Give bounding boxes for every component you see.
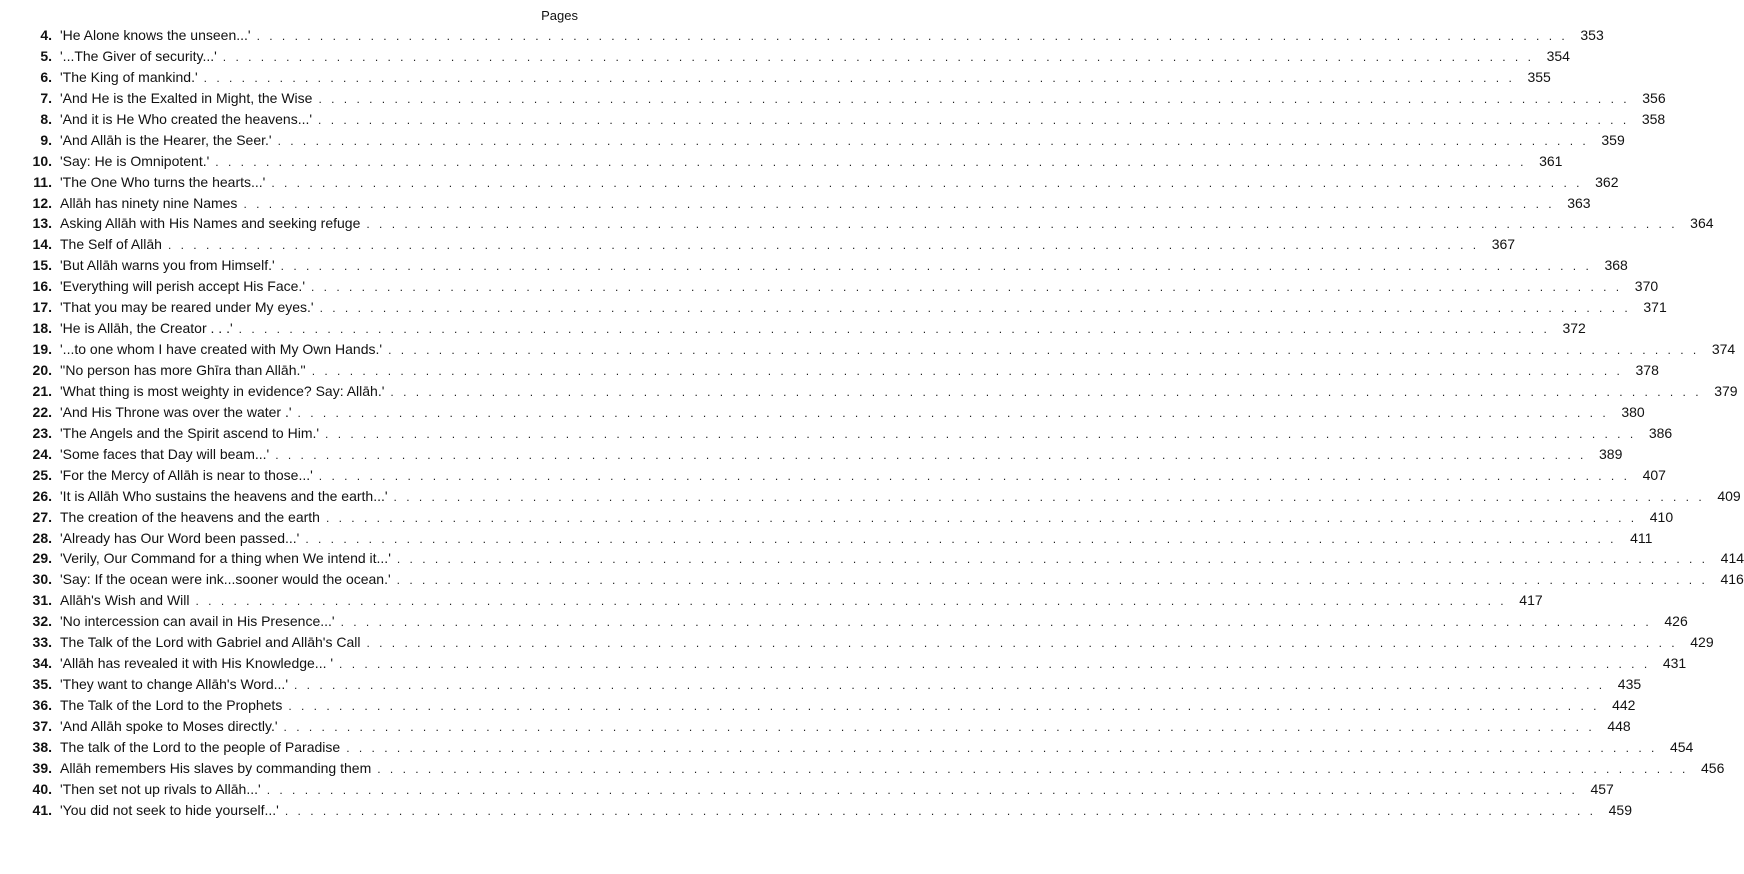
toc-entry bbox=[14, 801, 1632, 823]
dot-leader bbox=[377, 762, 1688, 776]
entry-number: 21. bbox=[32, 382, 52, 399]
entry-number: 11. bbox=[33, 173, 52, 190]
entry-title: 'That you may be reared under My eyes.' bbox=[60, 299, 314, 316]
entry-page-number: 409 bbox=[1717, 487, 1741, 504]
entry-number: 9. bbox=[40, 131, 52, 148]
entry-number: 41. bbox=[32, 801, 52, 818]
toc-entry bbox=[14, 571, 1744, 592]
dot-leader bbox=[278, 134, 1589, 148]
toc-entry bbox=[14, 529, 1653, 551]
entry-number: 38. bbox=[32, 738, 52, 755]
toc-entry bbox=[14, 780, 1614, 802]
toc-entry bbox=[14, 717, 1631, 739]
toc-entry bbox=[14, 320, 1586, 341]
entry-page-number: 456 bbox=[1701, 759, 1725, 776]
dot-leader bbox=[305, 532, 1616, 546]
entry-title: 'The King of mankind.' bbox=[60, 68, 198, 85]
toc-entry bbox=[14, 676, 1642, 697]
entry-number: 6. bbox=[40, 68, 52, 85]
entry-title: 'He Alone knows the unseen...' bbox=[60, 27, 251, 43]
entry-page-number: 429 bbox=[1690, 634, 1714, 651]
entry-number: 33. bbox=[32, 634, 52, 651]
entry-number: 17. bbox=[32, 299, 52, 316]
entry-number: 13. bbox=[32, 215, 52, 232]
dot-leader bbox=[366, 217, 1677, 231]
entry-number: 8. bbox=[40, 110, 52, 127]
toc-entry bbox=[14, 424, 1673, 446]
entry-page-number: 410 bbox=[1649, 508, 1674, 525]
toc-entry bbox=[14, 487, 1741, 509]
entry-title: 'And He is the Exalted in Might, the Wise bbox=[60, 89, 313, 106]
entry-page-number: 361 bbox=[1539, 152, 1563, 169]
dot-leader bbox=[294, 678, 1605, 692]
dot-leader bbox=[267, 783, 1578, 797]
entry-number: 31. bbox=[32, 592, 52, 609]
toc-entry bbox=[14, 613, 1688, 634]
entry-page-number: 378 bbox=[1635, 362, 1659, 378]
entry-page-number: 355 bbox=[1527, 68, 1551, 85]
entry-page-number: 454 bbox=[1669, 738, 1694, 755]
entry-number: 30. bbox=[32, 571, 52, 588]
entry-number: 16. bbox=[32, 278, 52, 295]
dot-leader bbox=[168, 238, 1479, 252]
entry-number: 24. bbox=[32, 445, 52, 462]
entry-title: 'Already has Our Word been passed...' bbox=[60, 529, 300, 546]
toc-entry bbox=[14, 341, 1736, 362]
entry-title: 'He is Allāh, the Creator . . .' bbox=[60, 320, 233, 337]
entry-title: 'It is Allāh Who sustains the heavens and the earth...' bbox=[60, 487, 388, 504]
entry-page-number: 411 bbox=[1630, 529, 1653, 546]
dot-leader bbox=[204, 71, 1515, 85]
entry-page-number: 431 bbox=[1662, 655, 1687, 672]
dot-leader bbox=[318, 113, 1629, 127]
entry-number: 28. bbox=[32, 529, 52, 546]
dot-leader bbox=[196, 594, 1507, 608]
entry-title: Allāh has ninety nine Names bbox=[60, 194, 238, 211]
toc-entry bbox=[14, 299, 1667, 320]
toc-entry bbox=[14, 403, 1645, 425]
entry-page-number: 363 bbox=[1567, 194, 1591, 211]
entry-page-number: 417 bbox=[1519, 592, 1543, 609]
toc-entry bbox=[14, 697, 1636, 718]
entry-number: 29. bbox=[32, 550, 52, 567]
toc-entry bbox=[14, 89, 1666, 111]
table-of-contents bbox=[14, 27, 1744, 823]
toc-entry bbox=[14, 382, 1738, 404]
dot-leader bbox=[284, 720, 1595, 734]
entry-title: 'And Allāh is the Hearer, the Seer.' bbox=[60, 131, 272, 148]
dot-leader bbox=[326, 511, 1637, 525]
toc-entry bbox=[14, 466, 1666, 488]
entry-page-number: 364 bbox=[1690, 215, 1714, 232]
entry-page-number: 368 bbox=[1604, 257, 1628, 274]
entry-number: 4. bbox=[40, 27, 52, 43]
entry-title: The Self of Allāh bbox=[60, 236, 162, 253]
toc-entry bbox=[14, 655, 1687, 676]
dot-leader bbox=[215, 155, 1526, 169]
entry-page-number: 414 bbox=[1720, 550, 1744, 567]
dot-leader bbox=[339, 657, 1650, 671]
entry-title: 'Everything will perish accept His Face.' bbox=[60, 278, 305, 295]
dot-leader bbox=[239, 322, 1550, 336]
entry-number: 10. bbox=[32, 152, 52, 169]
entry-page-number: 448 bbox=[1607, 717, 1631, 734]
toc-entry bbox=[14, 173, 1619, 195]
dot-leader bbox=[397, 552, 1708, 566]
entry-number: 26. bbox=[32, 487, 52, 504]
dot-leader bbox=[223, 50, 1534, 64]
entry-number: 25. bbox=[32, 466, 52, 483]
dot-leader bbox=[341, 615, 1652, 629]
entry-page-number: 386 bbox=[1648, 424, 1673, 441]
entry-title: 'Allāh has revealed it with His Knowledge... ' bbox=[60, 655, 334, 672]
entry-number: 32. bbox=[32, 613, 52, 630]
entry-number: 40. bbox=[32, 780, 52, 797]
entry-page-number: 426 bbox=[1664, 613, 1688, 630]
entry-number: 27. bbox=[32, 508, 52, 525]
entry-title: 'But Allāh warns you from Himself.' bbox=[60, 257, 275, 274]
toc-entry bbox=[14, 445, 1623, 467]
dot-leader bbox=[312, 364, 1623, 378]
dot-leader bbox=[366, 636, 1677, 650]
entry-page-number: 389 bbox=[1599, 445, 1623, 462]
entry-number: 19. bbox=[32, 341, 52, 358]
toc-entry bbox=[14, 236, 1516, 257]
entry-number: 7. bbox=[40, 89, 52, 106]
toc-entry bbox=[14, 152, 1563, 174]
entry-title: '...to one whom I have created with My Own Hands.' bbox=[60, 341, 383, 358]
entry-title: 'Verily, Our Command for a thing when We intend it...' bbox=[60, 550, 391, 567]
dot-leader bbox=[285, 804, 1596, 818]
entry-title: ''No person has more Ghīra than Allāh.'' bbox=[60, 362, 306, 378]
entry-page-number: 353 bbox=[1580, 27, 1604, 43]
entry-number: 22. bbox=[32, 403, 52, 420]
entry-page-number: 370 bbox=[1634, 278, 1659, 295]
entry-title: 'They want to change Allāh's Word...' bbox=[60, 676, 288, 693]
entry-title: The talk of the Lord to the people of Paradise bbox=[60, 738, 341, 755]
entry-number: 15. bbox=[32, 257, 52, 274]
entry-number: 12. bbox=[32, 194, 52, 211]
entry-page-number: 372 bbox=[1562, 320, 1586, 337]
entry-title: 'No intercession can avail in His Presence...' bbox=[60, 613, 335, 630]
entry-page-number: 354 bbox=[1546, 47, 1570, 64]
toc-entry bbox=[14, 508, 1674, 530]
entry-page-number: 367 bbox=[1491, 236, 1516, 253]
entry-page-number: 359 bbox=[1601, 131, 1625, 148]
entry-number: 20. bbox=[32, 362, 52, 378]
dot-leader bbox=[394, 490, 1705, 504]
dot-leader bbox=[397, 573, 1708, 587]
entry-title: 'And it is He Who created the heavens...' bbox=[60, 110, 313, 127]
entry-page-number: 362 bbox=[1595, 173, 1619, 190]
entry-number: 36. bbox=[32, 697, 52, 713]
entry-title: Asking Allāh with His Names and seeking refuge bbox=[60, 215, 361, 232]
dot-leader bbox=[243, 197, 1554, 211]
entry-title: The Talk of the Lord to the Prophets bbox=[60, 697, 283, 713]
dot-leader bbox=[275, 448, 1586, 462]
entry-page-number: 374 bbox=[1711, 341, 1736, 358]
toc-entry bbox=[14, 550, 1744, 571]
entry-number: 34. bbox=[32, 655, 52, 672]
dot-leader bbox=[298, 406, 1609, 420]
pages-column-header: Pages bbox=[541, 8, 578, 23]
entry-page-number: 356 bbox=[1642, 89, 1666, 106]
entry-title: The creation of the heavens and the earth bbox=[60, 508, 320, 525]
entry-title: '...The Giver of security...' bbox=[60, 47, 217, 64]
entry-title: 'The One Who turns the hearts...' bbox=[60, 173, 266, 190]
toc-entry bbox=[14, 131, 1625, 153]
entry-title: 'What thing is most weighty in evidence? Say: Allāh.' bbox=[60, 382, 385, 399]
toc-entry bbox=[14, 634, 1714, 655]
dot-leader bbox=[346, 741, 1657, 755]
entry-page-number: 371 bbox=[1643, 299, 1667, 316]
dot-leader bbox=[388, 343, 1699, 357]
entry-page-number: 380 bbox=[1621, 403, 1645, 420]
dot-leader bbox=[319, 469, 1630, 483]
entry-number: 35. bbox=[32, 676, 52, 693]
dot-leader bbox=[390, 385, 1701, 399]
entry-page-number: 442 bbox=[1612, 697, 1636, 713]
toc-entry bbox=[14, 110, 1666, 132]
dot-leader bbox=[271, 176, 1582, 190]
entry-title: 'And His Throne was over the water .' bbox=[60, 403, 292, 420]
entry-title: 'For the Mercy of Allāh is near to those...' bbox=[60, 466, 313, 483]
entry-title: 'Say: If the ocean were ink...sooner would the ocean.' bbox=[60, 571, 391, 588]
dot-leader bbox=[320, 301, 1631, 315]
toc-entry bbox=[14, 47, 1570, 69]
entry-number: 39. bbox=[32, 759, 52, 776]
toc-entry bbox=[14, 362, 1659, 383]
dot-leader bbox=[281, 259, 1592, 273]
toc-entry bbox=[14, 27, 1604, 48]
entry-title: 'You did not seek to hide yourself...' bbox=[60, 801, 279, 818]
entry-page-number: 358 bbox=[1641, 110, 1666, 127]
entry-title: 'Some faces that Day will beam...' bbox=[60, 445, 270, 462]
toc-entry bbox=[14, 278, 1659, 299]
dot-leader bbox=[288, 699, 1599, 713]
entry-number: 18. bbox=[32, 320, 52, 337]
entry-page-number: 416 bbox=[1720, 571, 1744, 588]
entry-title: Allāh remembers His slaves by commanding them bbox=[60, 759, 372, 776]
entry-page-number: 379 bbox=[1714, 382, 1738, 399]
toc-entry bbox=[14, 738, 1694, 760]
toc-entry bbox=[14, 215, 1714, 236]
toc-entry bbox=[14, 257, 1628, 278]
entry-number: 5. bbox=[40, 47, 52, 64]
entry-title: 'Say: He is Omnipotent.' bbox=[60, 152, 210, 169]
dot-leader bbox=[325, 427, 1636, 441]
dot-leader bbox=[318, 92, 1629, 106]
entry-number: 14. bbox=[32, 236, 52, 253]
entry-title: 'Then set not up rivals to Allāh...' bbox=[60, 780, 261, 797]
entry-page-number: 459 bbox=[1608, 801, 1632, 818]
entry-number: 37. bbox=[32, 717, 52, 734]
entry-number: 23. bbox=[32, 424, 52, 441]
entry-title: 'The Angels and the Spirit ascend to Him.' bbox=[60, 424, 320, 441]
entry-page-number: 435 bbox=[1617, 676, 1642, 693]
toc-entry bbox=[14, 68, 1551, 90]
toc-entry bbox=[14, 759, 1725, 781]
toc-entry bbox=[14, 194, 1591, 216]
entry-page-number: 457 bbox=[1590, 780, 1614, 797]
toc-entry bbox=[14, 592, 1543, 613]
dot-leader bbox=[257, 29, 1568, 43]
dot-leader bbox=[311, 280, 1622, 294]
entry-title: Allāh's Wish and Will bbox=[60, 592, 190, 609]
entry-title: 'And Allāh spoke to Moses directly.' bbox=[60, 717, 278, 734]
entry-title: The Talk of the Lord with Gabriel and Allāh's Call bbox=[60, 634, 361, 651]
entry-page-number: 407 bbox=[1642, 466, 1666, 483]
